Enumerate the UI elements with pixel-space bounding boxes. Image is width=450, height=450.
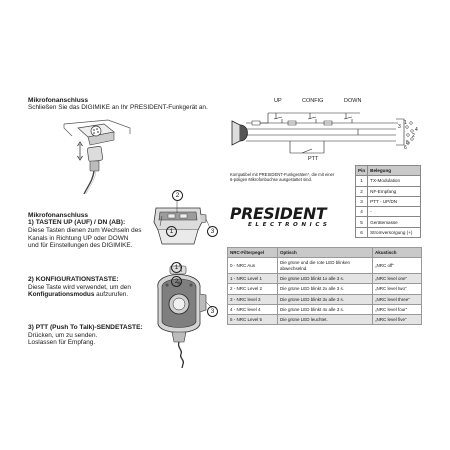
pin-assignment: PTT - UP/DN xyxy=(368,196,421,206)
nrc-optical: Die grüne LED blinkt 1x alle 3 s. xyxy=(278,274,373,284)
nrc-acoustic: „NRC level four“ xyxy=(373,304,422,314)
circuit-label-down: DOWN xyxy=(344,98,362,104)
note-line-1: Kompatibel mit PRESIDENT-Funkgeräten*, die mit einer xyxy=(230,172,335,177)
pin-number: 4 xyxy=(356,207,368,217)
callout-3-mic: 3 xyxy=(207,306,218,317)
table-row xyxy=(356,196,421,206)
callout-2-top: 2 xyxy=(172,190,183,201)
section3-line-2-rest: aufzurufen. xyxy=(94,291,129,298)
table-row xyxy=(228,315,422,325)
nrc-level: 0 - NRC Aus xyxy=(228,258,278,274)
pin-assignment-table xyxy=(355,165,421,238)
table-row xyxy=(356,217,421,227)
pin-number: 5 xyxy=(356,217,368,227)
pin-table-header xyxy=(356,166,421,176)
nrc-optical: Die grüne und die rote LED blinken abwechselnd. xyxy=(278,258,373,274)
pin-label-3: 3 xyxy=(398,124,401,130)
nrc-table-header xyxy=(228,248,422,258)
pin-number: 3 xyxy=(356,196,368,206)
brand-sub: ELECTRONICS xyxy=(248,222,331,228)
section1-text: Schließen Sie das DIGIMIKE an Ihr PRESIDENT-Funkgerät an. xyxy=(28,104,208,111)
nrc-level-header: NRC-Filterpegel xyxy=(228,248,278,258)
table-row xyxy=(228,274,422,284)
assignment-header: Belegung xyxy=(368,166,421,176)
nrc-acoustic: „NRC off“ xyxy=(373,258,422,274)
nrc-level: 2 - NRC Level 2 xyxy=(228,284,278,294)
nrc-level: 3 - NRC level 3 xyxy=(228,294,278,304)
nrc-acoustic: „NRC level two“ xyxy=(373,284,422,294)
pin-label-6: 6 xyxy=(404,145,407,151)
section2-line-1: Diese Tasten dienen zum Wechseln des xyxy=(28,227,142,234)
circuit-label-ptt: PTT xyxy=(308,156,319,162)
nrc-optical: Die grüne LED blinkt 2x alle 3 s. xyxy=(278,284,373,294)
section4-line-1: Drücken, um zu senden. xyxy=(28,331,98,339)
table-row xyxy=(356,207,421,217)
pin-assignment: Gerätemasse xyxy=(368,217,421,227)
section3-heading: 2) KONFIGURATIONSTASTE: xyxy=(28,276,119,283)
pin-label-4: 4 xyxy=(415,127,418,133)
pin-label-5: 5 xyxy=(406,140,409,146)
nrc-optical-header: Optisch xyxy=(278,248,373,258)
section2-subheading: 1) TASTEN UP (AUF) / DN (AB): xyxy=(28,219,126,226)
pin-assignment: - xyxy=(368,207,421,217)
nrc-optical: Die grüne LED leuchtet. xyxy=(278,315,373,325)
nrc-acoustic: „NRC level three“ xyxy=(373,294,422,304)
nrc-optical: Die grüne LED blinkt 3x alle 3 s. xyxy=(278,294,373,304)
nrc-acoustic: „NRC level five“ xyxy=(373,315,422,325)
pin-label-1: 1 xyxy=(404,120,407,126)
nrc-optical: Die grüne LED blinkt 4x alle 3 s. xyxy=(278,304,373,314)
callout-1-top: 1 xyxy=(166,226,177,237)
pin-assignment: Stromversorgung (+) xyxy=(368,227,421,237)
nrc-acoustic: „NRC level one“ xyxy=(373,274,422,284)
section3-line-2 xyxy=(28,291,128,299)
section1-heading: Mikrofonanschluss xyxy=(28,97,89,104)
pin-assignment: NF-Empfang xyxy=(368,186,421,196)
section4-heading: 3) PTT (Push To Talk)-SENDETASTE: xyxy=(28,324,143,331)
pin-number: 6 xyxy=(356,227,368,237)
table-row xyxy=(228,294,422,304)
nrc-filter-table xyxy=(227,247,422,325)
connector-illustration xyxy=(58,114,133,194)
section3-line-1: Diese Taste wird verwendet, um den xyxy=(28,283,131,291)
pin-number: 1 xyxy=(356,176,368,186)
circuit-diagram xyxy=(228,97,428,169)
pin-number: 2 xyxy=(356,186,368,196)
nrc-level: 1 - NRC Level 1 xyxy=(228,274,278,284)
pin-header: Pin xyxy=(356,166,368,176)
config-mode-term: Konfigurationsmodus xyxy=(28,291,95,298)
nrc-acoustic-header: Akustisch xyxy=(373,248,422,258)
table-row xyxy=(228,304,422,314)
callout-2-mic: 2 xyxy=(171,276,182,287)
pin-label-2: 2 xyxy=(412,133,415,139)
brand-logo: PRESIDENT xyxy=(230,204,327,223)
table-row xyxy=(228,258,422,274)
pin-assignment: TX-Modulation xyxy=(368,176,421,186)
callout-1-mic: 1 xyxy=(171,262,182,273)
table-row xyxy=(356,176,421,186)
section2-line-2: Kanals in Richtung UP oder DOWN xyxy=(28,234,129,242)
callout-3-top: 3 xyxy=(207,226,218,237)
circuit-label-config: CONFIG xyxy=(302,98,324,104)
section2-line-3: und für Einstellungen des DIGIMIKE. xyxy=(28,242,133,249)
note-line-2: 6-poligen Mikrofonbuchse ausgestattet sind. xyxy=(230,177,312,182)
table-row xyxy=(356,186,421,196)
circuit-label-up: UP xyxy=(274,98,282,104)
nrc-level: 5 - NRC Level 5 xyxy=(228,315,278,325)
nrc-level: 4 - NRC level 4 xyxy=(228,304,278,314)
table-row xyxy=(356,227,421,237)
section2-heading: Mikrofonanschluss xyxy=(28,212,89,219)
table-row xyxy=(228,284,422,294)
mic-top-illustration xyxy=(146,188,226,248)
section4-line-2: Loslassen für Empfang. xyxy=(28,339,96,346)
